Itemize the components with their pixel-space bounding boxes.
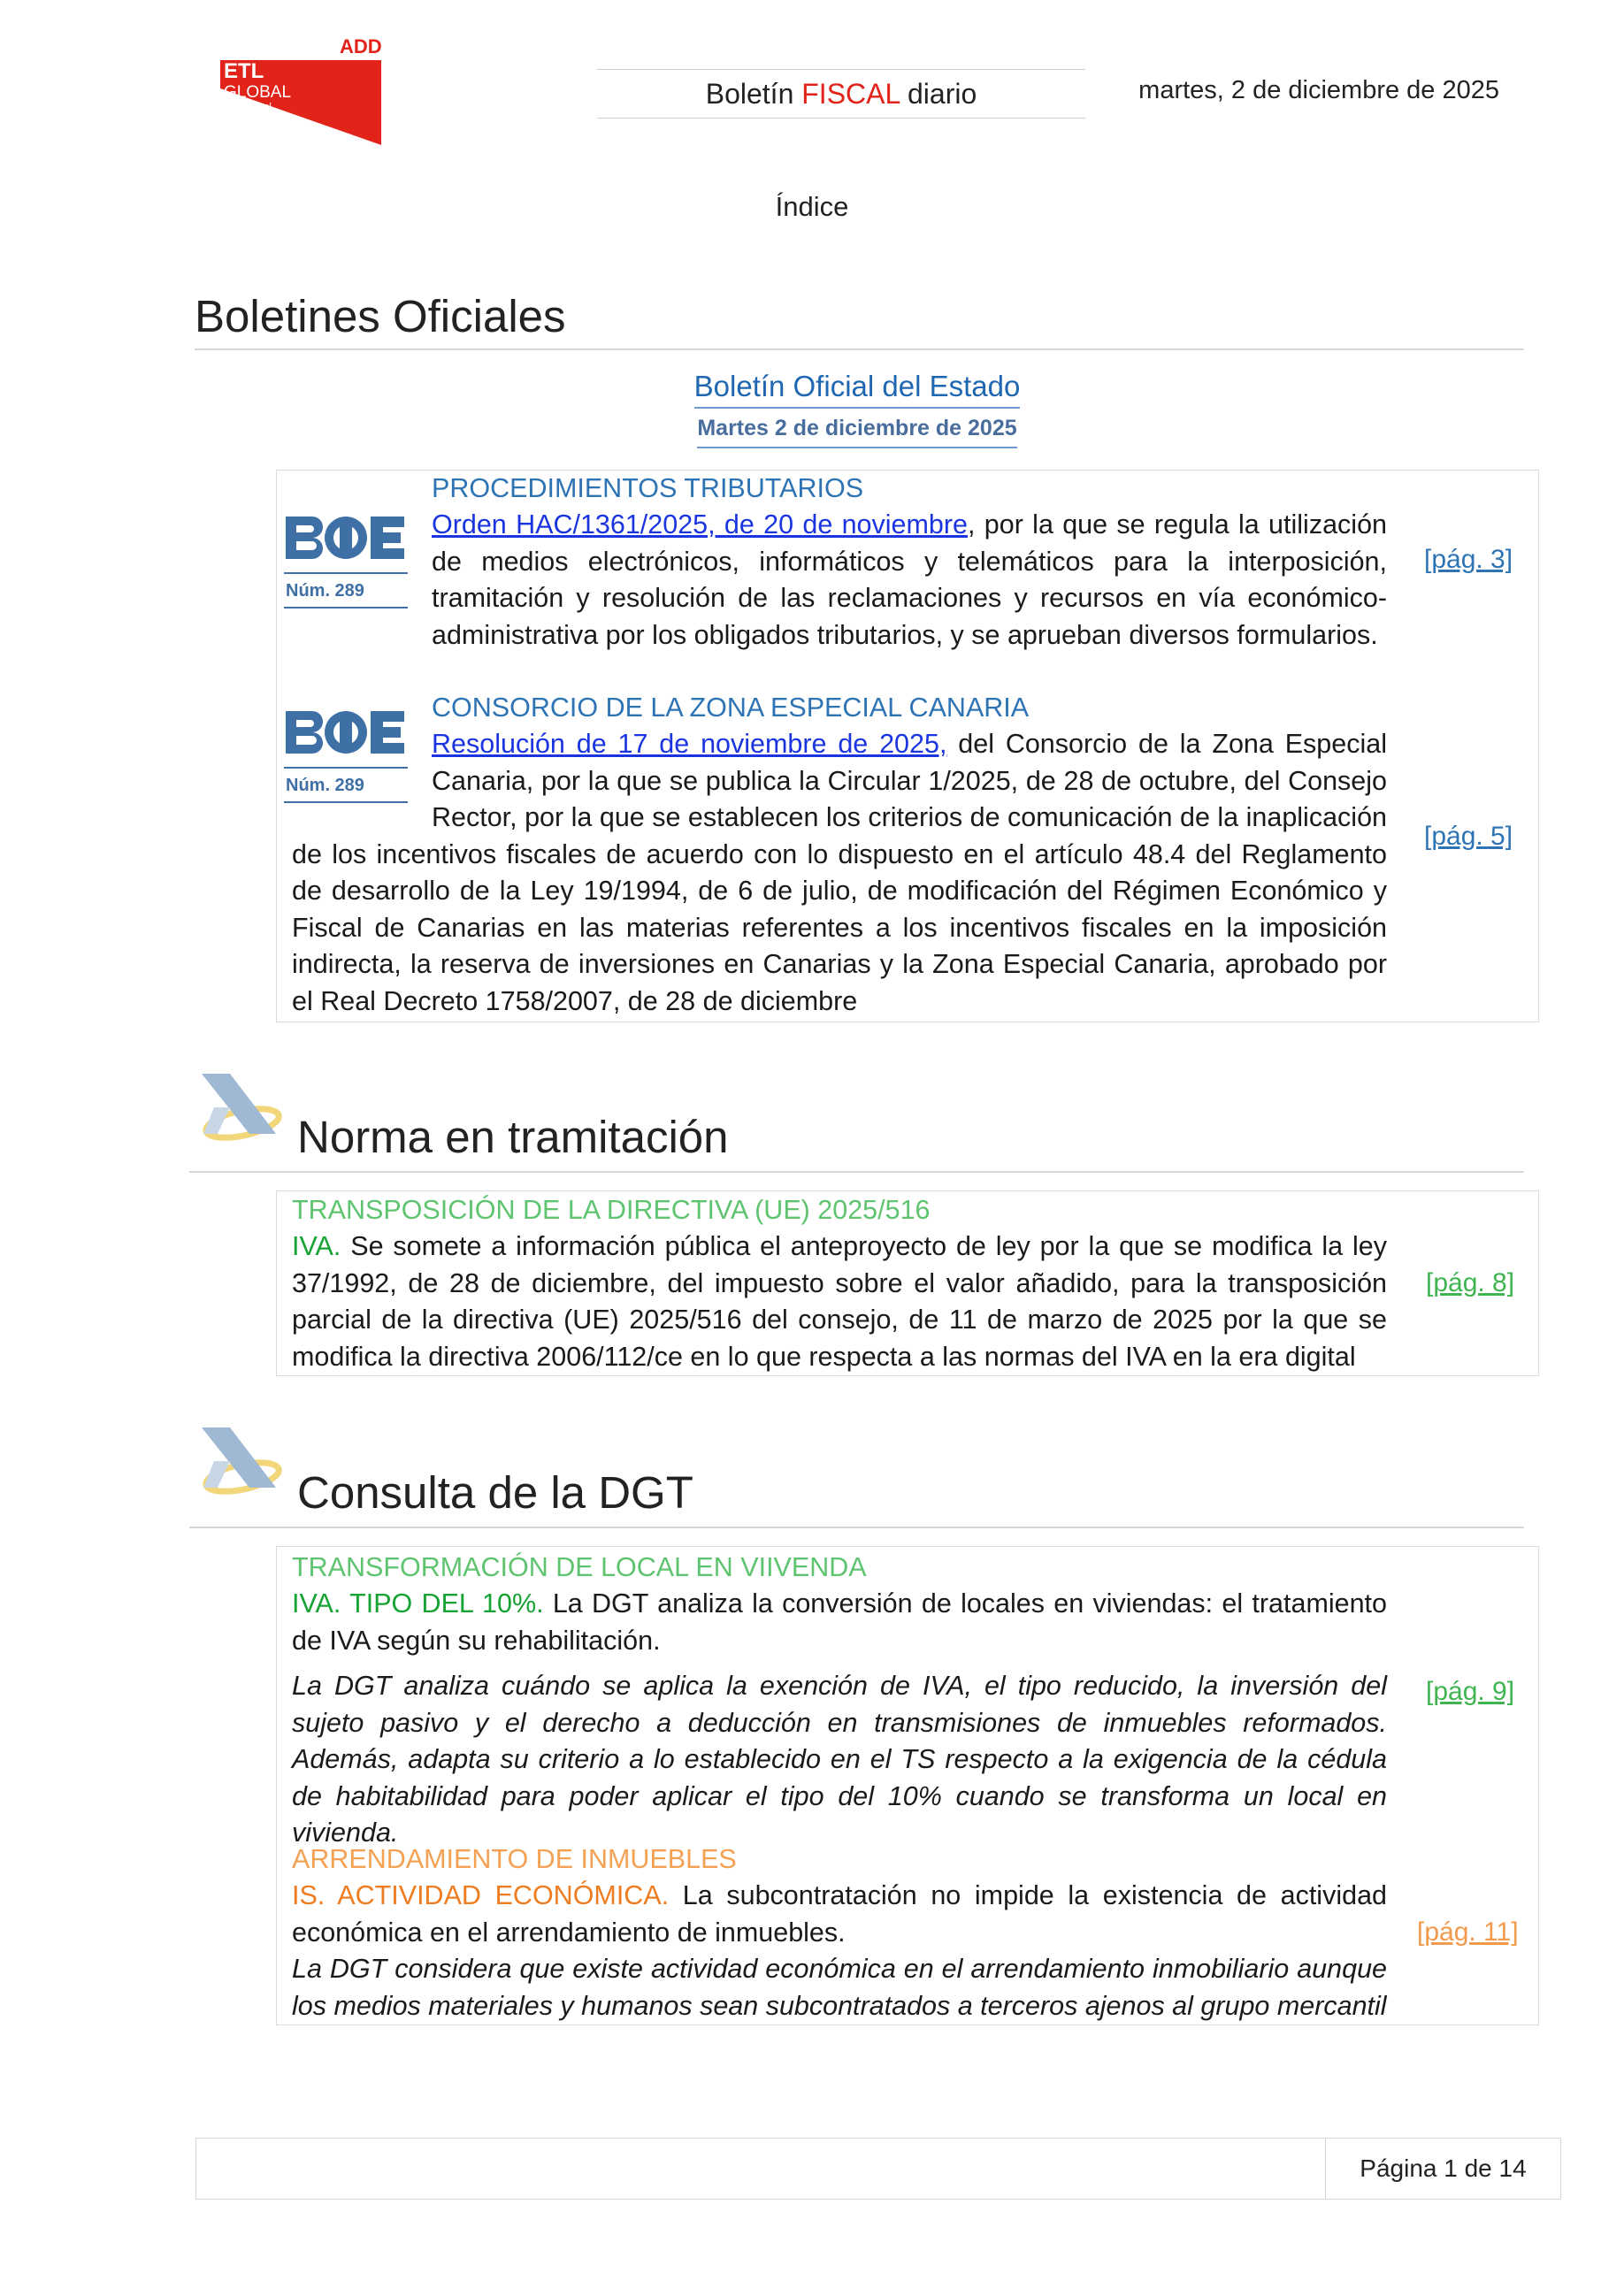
section-title-norma: Norma en tramitación — [297, 1112, 729, 1162]
entry-body: , por la que se regula la utilización de medios electrónicos, informáticos y telemáticos para la interposición, tramitación y resolución de las reclamaciones y recursos en vía económico-administrativa por los obligados tributarios, y se aprueban diversos formularios. — [432, 509, 1387, 650]
boe-number: Núm. 289 — [286, 581, 364, 601]
page-ref-link[interactable]: [pág. 9] — [1426, 1677, 1515, 1706]
entry-heading: TRANSFORMACIÓN DE LOCAL EN VIIVENDA — [292, 1552, 867, 1582]
logo-line3: Tax · Legal — [224, 102, 272, 112]
order-link[interactable]: Orden HAC/1361/2025, de 20 de noviembre — [432, 509, 968, 540]
page-ref-link[interactable]: [pág. 8] — [1426, 1268, 1515, 1297]
boe-entry — [292, 726, 1387, 1020]
page-footer — [195, 2138, 1561, 2200]
entry-summary: La DGT considera que existe actividad económica en el arrendamiento inmobiliario aunque los medios materiales y humanos sean subcontratados a terceros ajenos al grupo mercantil — [292, 1954, 1387, 2021]
boe-heading — [0, 370, 1624, 409]
page-ref-link[interactable]: [pág. 3] — [1424, 545, 1513, 574]
entry-lead: IVA. TIPO DEL 10%. — [292, 1588, 544, 1619]
boe-badge — [284, 513, 408, 608]
entry-lead: IS. ACTIVIDAD ECONÓMICA. — [292, 1880, 670, 1910]
resolution-link[interactable]: Resolución de 17 de noviembre de 2025, — [432, 729, 947, 759]
section-title-dgt: Consulta de la DGT — [297, 1467, 693, 1518]
section-divider — [189, 1527, 1524, 1528]
entry-summary: La DGT analiza cuándo se aplica la exención de IVA, el tipo reducido, la inversión del sujeto pasivo y el derecho a deducción en transmisiones de inmuebles reformados. Además, adapta su criterio a lo establecido en el TS respecto a la exigencia de la cédula de habitabilidad para poder aplicar el tipo del 10% cuando se transforma un local en vivienda. — [292, 1671, 1387, 1848]
logo-brand: ETL — [224, 59, 264, 83]
entry-heading: CONSORCIO DE LA ZONA ESPECIAL CANARIA — [432, 693, 1030, 723]
norma-entry — [292, 1192, 1387, 1375]
entry-heading: PROCEDIMIENTOS TRIBUTARIOS — [432, 473, 864, 503]
section-title-boletines: Boletines Oficiales — [195, 291, 566, 341]
entry-body: La subcontratación no impide la existencia de actividad económica en el arrendamiento de inmuebles. — [292, 1880, 1387, 1948]
boe-number: Núm. 289 — [286, 776, 364, 795]
boe-logo-icon — [284, 513, 406, 563]
index-title: Índice — [775, 191, 849, 222]
boe-date: Martes 2 de diciembre de 2025 — [697, 416, 1016, 448]
bulletin-title: Boletín FISCAL diario — [597, 69, 1085, 119]
logo-line2: GLOBAL — [224, 83, 292, 102]
dgt-entry — [292, 1550, 1387, 1852]
logo-tag: ADD — [340, 35, 381, 57]
section-divider — [189, 1171, 1524, 1173]
boe-title: Boletín Oficial del Estado — [694, 370, 1021, 409]
entry-heading: ARRENDAMIENTO DE INMUEBLES — [292, 1844, 737, 1874]
entry-body: La DGT analiza la conversión de locales en viviendas: el tratamiento de IVA según su rehabilitación. — [292, 1588, 1387, 1656]
page-ref-link[interactable]: [pág. 11] — [1417, 1917, 1519, 1947]
entry-body: Se somete a información pública el anteproyecto de ley por la que se modifica la ley 37/1992, de 28 de diciembre, del impuesto sobre el valor añadido, para la transposición parcial de la directiva (UE) 2025/516 del consejo, de 11 de marzo de 2025 por la que se modifica la directiva 2006/112/ce en lo que respecta a las normas del IVA en la era digital — [292, 1231, 1387, 1372]
aeat-logo-icon — [195, 1068, 283, 1152]
aeat-logo-icon — [195, 1422, 283, 1506]
etl-global-logo — [215, 34, 381, 145]
entry-heading: TRANSPOSICIÓN DE LA DIRECTIVA (UE) 2025/516 — [292, 1195, 931, 1225]
page-ref-link[interactable]: [pág. 5] — [1424, 822, 1513, 851]
section-divider — [195, 348, 1524, 350]
page-number: Página 1 de 14 — [1360, 2154, 1527, 2182]
entry-body: del Consorcio de la Zona Especial Canaria, por la que se publica la Circular 1/2025, de 28 de octubre, del Consejo Rector, por la que se establecen los criterios de comunicación de la inaplicación de los incentivos fiscales de acuerdo con lo dispuesto en el artículo 48.4 del Reglamento de desarrollo de la Ley 19/1994, de 6 de julio, de modificación del Régimen Económico y Fiscal de Canarias en las materias referentes a los incentivos fiscales en la imposición indirecta, la reserva de inversiones en Canarias y la Zona Especial Canaria, aprobado por el Real Decreto 1758/2007, de 28 de diciembre — [292, 729, 1387, 1016]
bulletin-date: martes, 2 de diciembre de 2025 — [1138, 76, 1499, 104]
entry-lead: IVA. — [292, 1231, 341, 1261]
boe-entry — [432, 471, 1387, 654]
boe-date-heading — [0, 416, 1624, 448]
dgt-entry — [292, 1841, 1387, 2024]
boe-entry-heading-block — [432, 690, 1387, 726]
